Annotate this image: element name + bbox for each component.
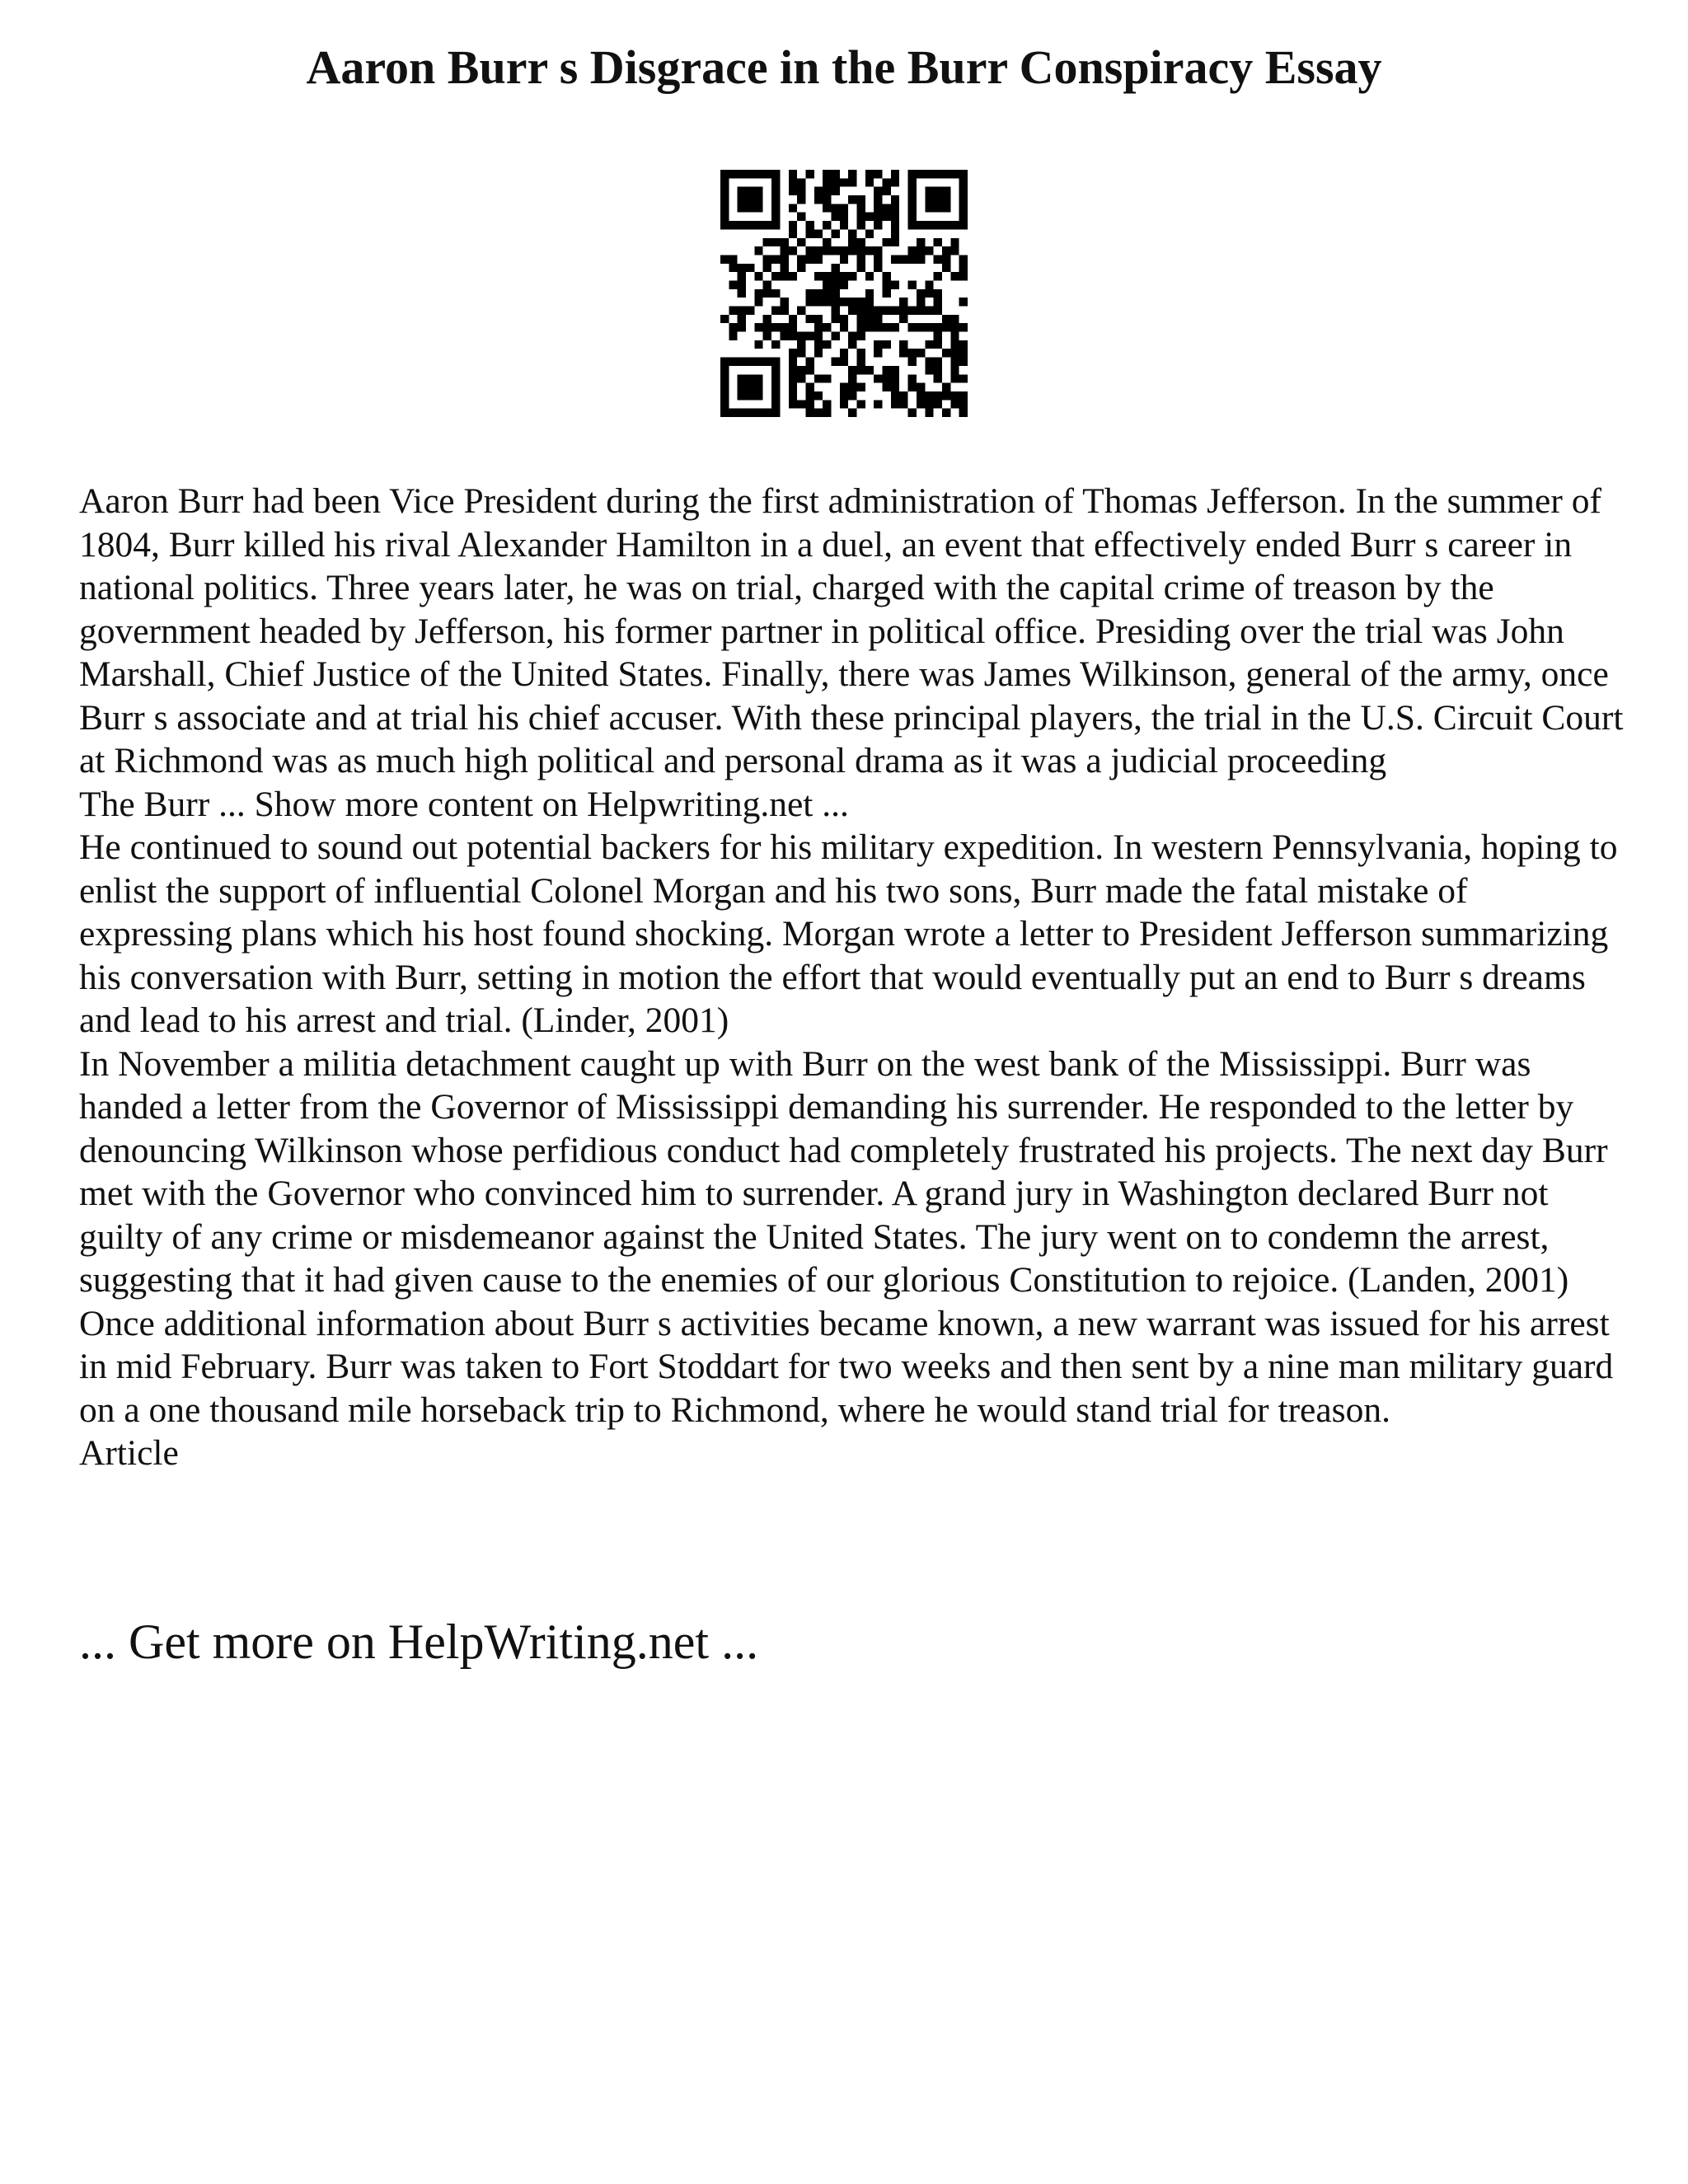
- paragraph-morgan: He continued to sound out potential backers for his military expedition. In western Pennsylvania, hoping to enlist the support of influential Colonel Morgan and his two sons, Burr made the fatal mistake of expressing plans which his host found shocking. Morgan wrote a letter to President Jefferson summarizing his conversation with Burr, setting in motion the effort that would eventually put an end to Burr s dreams and lead to his arrest and trial. (Linder, 2001): [79, 827, 1618, 1040]
- qr-code-icon: [720, 170, 968, 417]
- page-title: Aaron Burr s Disgrace in the Burr Conspiracy Essay: [306, 40, 1382, 94]
- article-body: [79, 480, 1629, 1475]
- show-more-line: The Burr ... Show more content on Helpwriting.net ...: [79, 784, 849, 824]
- qr-code-graphic: [720, 170, 968, 417]
- paragraph-arrest: In November a militia detachment caught up with Burr on the west bank of the Mississippi. Burr was handed a letter from the Governor of Mississippi demanding his surrender. He responded to the letter by denouncing Wilkinson whose perfidious conduct had completely frustrated his projects. The next day Burr met with the Governor who convinced him to surrender. A grand jury in Washington declared Burr not guilty of any crime or misdemeanor against the United States. The jury went on to condemn the arrest, suggesting that it had given cause to the enemies of our glorious Constitution to rejoice. (Landen, 2001) Once additional information about Burr s activities became known, a new warrant was issued for his arrest in mid February. Burr was taken to Fort Stoddart for two weeks and then sent by a nine man military guard on a one thousand mile horseback trip to Richmond, where he would stand trial for treason.: [79, 1043, 1614, 1430]
- article-label: Article: [79, 1433, 179, 1473]
- paragraph-intro: Aaron Burr had been Vice President during the first administration of Thomas Jefferson. In the summer of 1804, Burr killed his rival Alexander Hamilton in a duel, an event that effectively ended Burr s career in national politics. Three years later, he was on trial, charged with the capital crime of treason by the government headed by Jefferson, his former partner in political office. Presiding over the trial was John Marshall, Chief Justice of the United States. Finally, there was James Wilkinson, general of the army, once Burr s associate and at trial his chief accuser. With these principal players, the trial in the U.S. Circuit Court at Richmond was as much high political and personal drama as it was a judicial proceeding: [79, 481, 1624, 780]
- get-more-link[interactable]: ... Get more on HelpWriting.net ...: [79, 1615, 759, 1669]
